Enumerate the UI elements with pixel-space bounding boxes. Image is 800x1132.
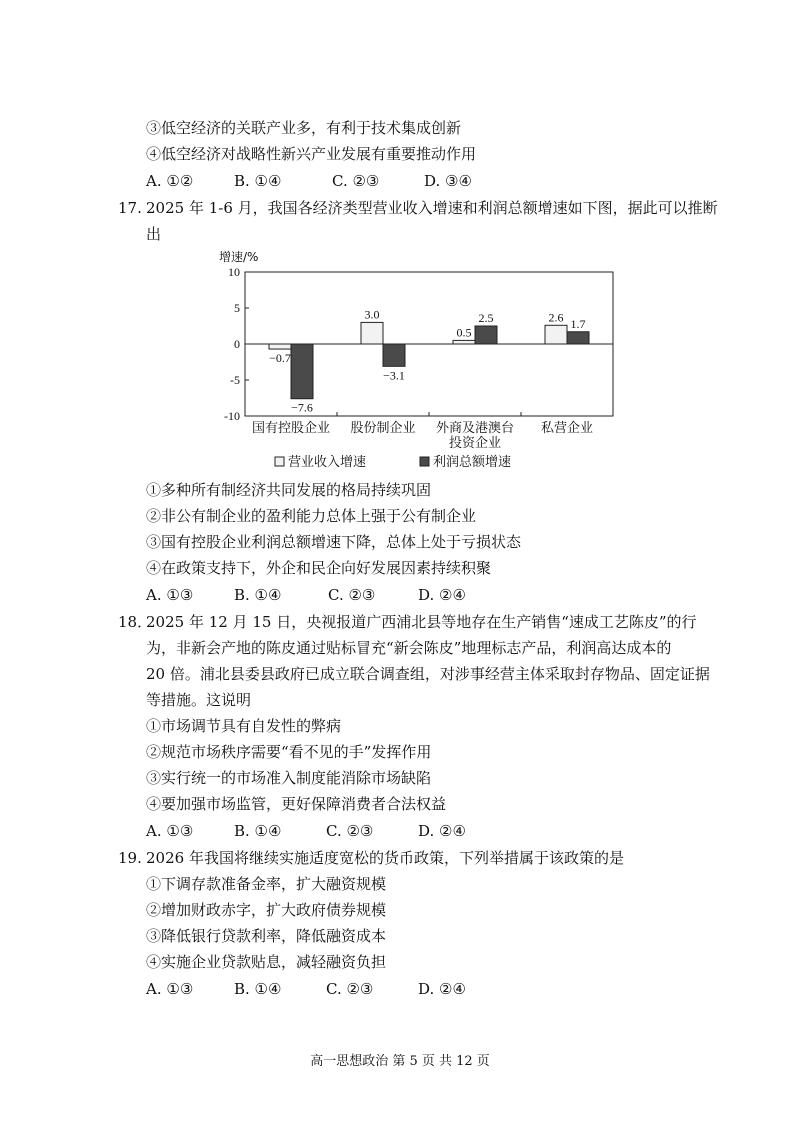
y-axis-label: 增速/%	[219, 250, 259, 264]
bar-profit	[291, 344, 313, 399]
q17-number: 17.	[118, 199, 142, 217]
y-tick-label: 10	[228, 265, 240, 279]
q19-item-2: ②增加财政赤字，扩大政府债券规模	[146, 901, 387, 919]
q19-item-3: ③降低银行贷款利率，降低融资成本	[146, 927, 387, 945]
q18-option-a[interactable]: A. ①③	[146, 822, 194, 840]
q17-item-3: ③国有控股企业利润总额增速下降，总体上处于亏损状态	[146, 533, 522, 551]
data-label: 3.0	[364, 307, 380, 322]
q18-item-3: ③实行统一的市场准入制度能消除市场缺陷	[146, 769, 432, 787]
q17-item-2: ②非公有制企业的盈利能力总体上强于公有制企业	[146, 507, 477, 525]
bar-revenue	[361, 322, 383, 344]
q17-option-a[interactable]: A. ①③	[146, 586, 194, 604]
data-label: 2.6	[548, 310, 564, 325]
q18-stem-line-1: 2025 年 12 月 15 日，央视报道广西浦北县等地存在生产销售“速成工艺陈皮”的行	[146, 613, 697, 631]
q18-item-1: ①市场调节具有自发性的弊病	[146, 717, 342, 735]
q16-option-c[interactable]: C. ②③	[332, 172, 380, 190]
q19-stem-line-1: 2026 年我国将继续实施适度宽松的货币政策，下列举措属于该政策的是	[146, 849, 624, 867]
x-tick-label: 股份制企业	[350, 421, 416, 436]
q18-option-c[interactable]: C. ②③	[326, 822, 374, 840]
growth-bar-chart	[215, 248, 625, 480]
q17-stem-line-2: 出	[146, 225, 162, 243]
legend-swatch	[420, 457, 429, 466]
q19-option-c[interactable]: C. ②③	[326, 980, 374, 998]
q18-item-2: ②规范市场秩序需要“看不见的手”发挥作用	[146, 743, 432, 761]
y-tick-label: 5	[234, 301, 240, 315]
bar-profit	[475, 326, 497, 344]
x-tick-label: 私营企业	[540, 421, 594, 436]
bar-revenue	[269, 344, 291, 349]
q17-item-1: ①多种所有制经济共同发展的格局持续巩固	[146, 481, 432, 499]
y-tick-label: -5	[230, 373, 240, 387]
q18-option-b[interactable]: B. ①④	[234, 822, 282, 840]
q18-stem-line-4: 等措施。这说明	[146, 691, 252, 709]
q18-stem-line-2: 为，非新会产地的陈皮通过贴标冒充“新会陈皮”地理标志产品，利润高达成本的	[146, 639, 672, 657]
bar-revenue	[545, 325, 567, 344]
q19-option-b[interactable]: B. ①④	[234, 980, 282, 998]
q17-stem-line-1: 2025 年 1-6 月，我国各经济类型营业收入增速和利润总额增速如下图，据此可以推断	[146, 199, 718, 217]
bar-profit	[567, 332, 589, 344]
q16-option-b[interactable]: B. ①④	[234, 172, 282, 190]
q19-item-1: ①下调存款准备金率，扩大融资规模	[146, 875, 387, 893]
q16-item-3: ③低空经济的关联产业多，有利于技术集成创新	[146, 119, 462, 137]
y-tick-label: -10	[224, 409, 240, 423]
q19-option-d[interactable]: D. ②④	[418, 980, 466, 998]
x-tick-label: 投资企业	[448, 436, 502, 451]
legend-label: 利润总额增速	[433, 455, 512, 470]
q16-option-a[interactable]: A. ①②	[146, 172, 194, 190]
q18-item-4: ④要加强市场监管，更好保障消费者合法权益	[146, 795, 447, 813]
q16-item-4: ④低空经济对战略性新兴产业发展有重要推动作用	[146, 145, 477, 163]
data-label: 2.5	[478, 311, 494, 325]
q17-option-d[interactable]: D. ②④	[418, 586, 466, 604]
q17-option-b[interactable]: B. ①④	[234, 586, 282, 604]
q17-item-4: ④在政策支持下，外企和民企向好发展因素持续积聚	[146, 559, 492, 577]
q19-number: 19.	[118, 849, 142, 867]
q17-option-c[interactable]: C. ②③	[328, 586, 376, 604]
data-label: −7.6	[291, 400, 313, 415]
q18-stem-line-3: 20 倍。浦北县委县政府已成立联合调查组，对涉事经营主体采取封存物品、固定证据	[146, 665, 710, 683]
legend-label: 营业收入增速	[288, 455, 367, 470]
q18-number: 18．	[118, 613, 153, 631]
data-label: 0.5	[456, 325, 472, 340]
data-label: 1.7	[570, 316, 586, 331]
q18-option-d[interactable]: D. ②④	[418, 822, 466, 840]
x-tick-label: 外商及港澳台	[435, 421, 515, 436]
q19-item-4: ④实施企业贷款贴息，减轻融资负担	[146, 953, 387, 971]
legend-swatch	[275, 457, 284, 466]
bar-revenue	[453, 340, 475, 344]
y-tick-label: 0	[234, 337, 240, 351]
x-tick-label: 国有控股企业	[251, 421, 331, 436]
page-footer: 高一思想政治 第 5 页 共 12 页	[310, 1054, 490, 1069]
data-label: −0.7	[269, 351, 291, 366]
q19-option-a[interactable]: A. ①③	[146, 980, 194, 998]
data-label: −3.1	[383, 368, 405, 383]
q16-option-d[interactable]: D. ③④	[424, 172, 472, 190]
bar-profit	[383, 344, 405, 366]
